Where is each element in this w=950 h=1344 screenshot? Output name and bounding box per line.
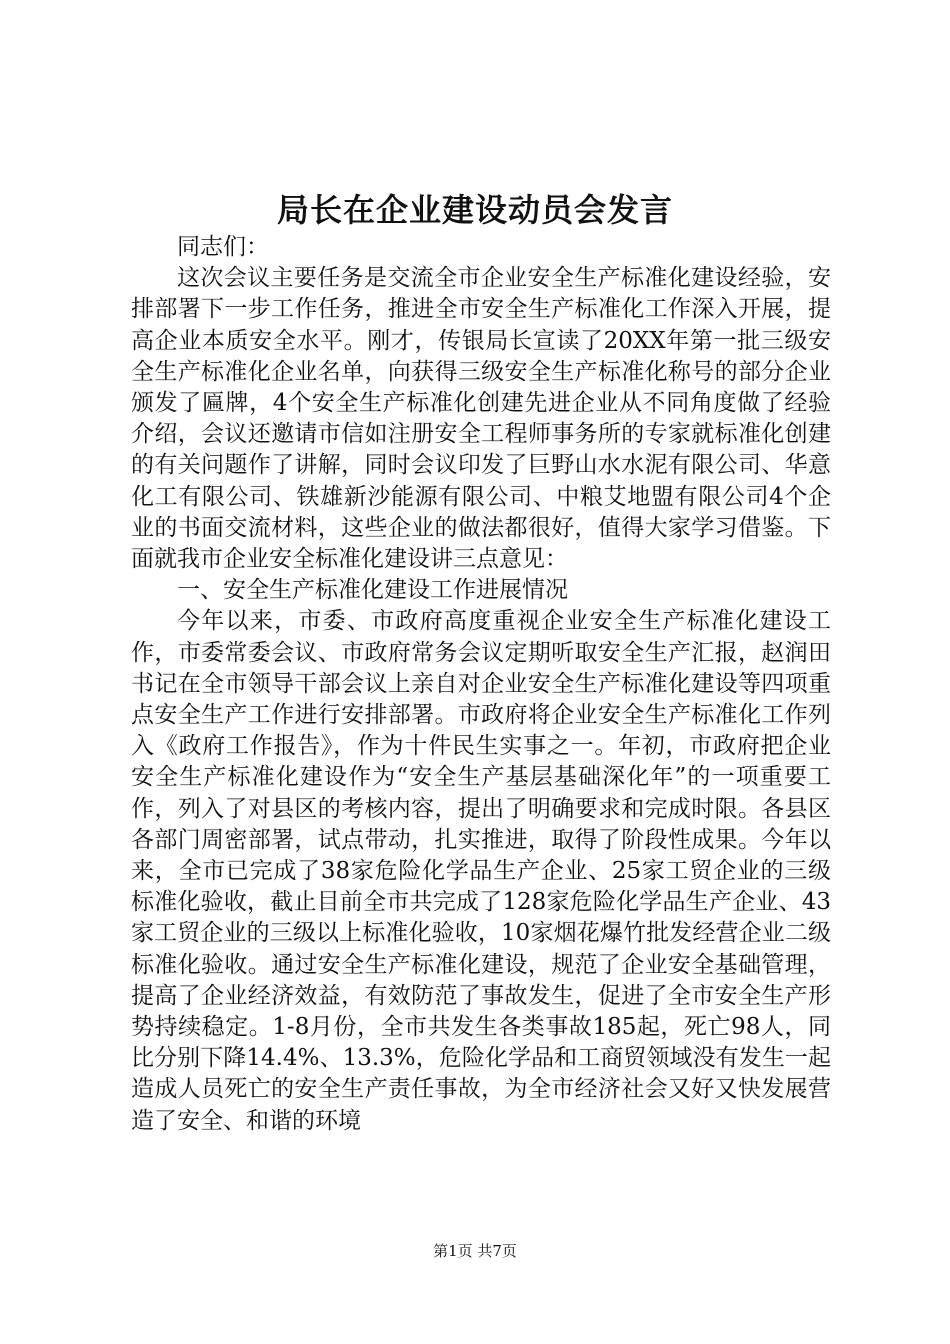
document-title: 局长在企业建设动员会发言 bbox=[276, 191, 673, 229]
section-heading: 一、安全生产标准化建设工作进展情况 bbox=[177, 577, 568, 604]
salutation: 同志们： bbox=[177, 234, 269, 260]
document-body bbox=[131, 232, 831, 1137]
page-number-footer: 第1页 共7页 bbox=[433, 1242, 517, 1260]
intro-paragraph: 这次会议主要任务是交流全市企业安全生产标准化建设经验，安排部署下一步工作任务，推进全市安全生产标准化工作深入开展，提高企业本质安全水平。刚才，传银局长宣读了20XX年第一批三级安全生产标准化企业名单，向获得三级安全生产标准化称号的部分企业颁发了匾牌，4个安全生产标准化创建先进企业从不同角度做了经验介绍，会议还邀请市信如注册安全工程师事务所的专家就标准化创建的有关问题作了讲解，同时会议印发了巨野山水水泥有限公司、华意化工有限公司、铁雄新沙能源有限公司、中粮艾地盟有限公司4个企业的书面交流材料，这些企业的做法都很好，值得大家学习借鉴。下面就我市企业安全标准化建设讲三点意见： bbox=[131, 265, 831, 573]
progress-paragraph: 今年以来，市委、市政府高度重视企业安全生产标准化建设工作，市委常委会议、市政府常务会议定期听取安全生产汇报，赵润田书记在全市领导干部会议上亲自对企业安全生产标准化建设等四项重点安全生产工作进行安排部署。市政府将企业安全生产标准化工作列入《政府工作报告》，作为十件民生实事之一。年初，市政府把企业安全生产标准化建设作为“安全生产基层基础深化年”的一项重要工作，列入了对县区的考核内容，提出了明确要求和完成时限。各县区各部门周密部署，试点带动，扎实推进，取得了阶段性成果。今年以来，全市已完成了38家危险化学品生产企业、25家工贸企业的三级标准化验收，截止目前全市共完成了128家危险化学品生产企业、43家工贸企业的三级以上标准化验收，10家烟花爆竹批发经营企业二级标准化验收。通过安全生产标准化建设，规范了企业安全基础管理，提高了企业经济效益，有效防范了事故发生，促进了全市安全生产形势持续稳定。1-8月份，全市共发生各类事故185起，死亡98人，同比分别下降14.4%、13.3%，危险化学品和工商贸领域没有发生一起造成人员死亡的安全生产责任事故，为全市经济社会又好又快发展营造了安全、和谐的环境 bbox=[131, 608, 831, 1134]
